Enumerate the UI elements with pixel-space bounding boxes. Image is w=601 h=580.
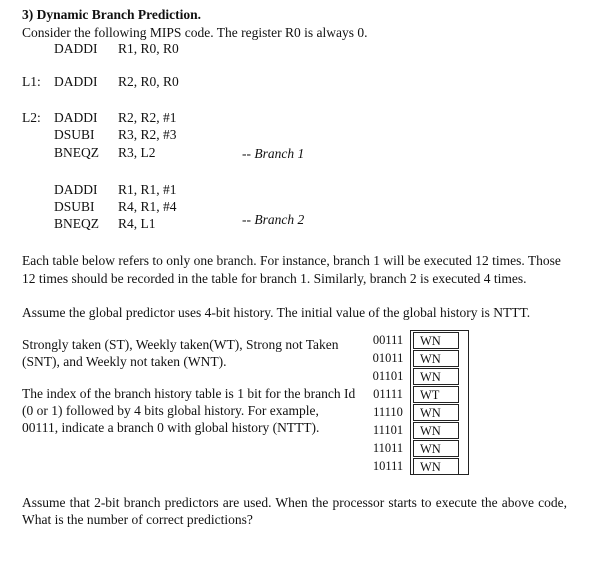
- row-index: 11101: [372, 423, 404, 437]
- code-args: R3, L2: [118, 145, 156, 160]
- code-label: L1:: [22, 74, 41, 89]
- row-state: WN: [413, 440, 459, 457]
- table-row: [366, 386, 466, 403]
- index-description: The index of the branch history table is 1 bit for the branch Id (0 or 1) followed by 4 bits global history. For example, 00111, indicate a branch 0 with global history (NTTT).: [22, 386, 356, 435]
- table-row: [366, 404, 466, 421]
- table-row: [366, 368, 466, 385]
- table-row: [366, 332, 466, 349]
- row-state: WN: [413, 368, 459, 385]
- code-args: R4, L1: [118, 216, 156, 231]
- row-index: 01011: [372, 351, 404, 365]
- table-row: [366, 458, 466, 475]
- code-args: R2, R0, R0: [118, 74, 179, 89]
- row-state: WT: [413, 386, 459, 403]
- table-row: [366, 422, 466, 439]
- code-args: R1, R1, #1: [118, 182, 177, 197]
- table-row: [366, 350, 466, 367]
- code-args: R4, R1, #4: [118, 199, 177, 214]
- row-index: 10111: [372, 459, 404, 473]
- code-op: BNEQZ: [54, 216, 99, 231]
- code-op: DADDI: [54, 182, 98, 197]
- row-state: WN: [413, 422, 459, 439]
- code-args: R2, R2, #1: [118, 110, 177, 125]
- table-note: Each table below refers to only one branch. For instance, branch 1 will be executed 12 times. Those 12 times should be recorded in the table for branch 1. Similarly, branch 2 is executed 4 times.: [22, 253, 561, 286]
- code-op: DADDI: [54, 74, 98, 89]
- row-index: 11011: [372, 441, 404, 455]
- branch-1-comment: -- Branch 1: [242, 146, 305, 161]
- states-note: Strongly taken (ST), Weekly taken(WT), Strong not Taken (SNT), and Weekly not taken (WNT).: [22, 337, 339, 369]
- row-state: WN: [413, 332, 459, 349]
- code-op: DADDI: [54, 41, 98, 56]
- branch-2-comment: -- Branch 2: [242, 212, 305, 227]
- global-history-note: Assume the global predictor uses 4-bit history. The initial value of the global history is NTTT.: [22, 305, 531, 320]
- row-index: 00111: [372, 333, 404, 347]
- table-row: [366, 440, 466, 457]
- question-intro: Consider the following MIPS code. The register R0 is always 0.: [22, 25, 368, 40]
- row-state: WN: [413, 350, 459, 367]
- row-index: 01111: [373, 387, 403, 401]
- row-state: WN: [413, 458, 459, 475]
- code-op: DSUBI: [54, 127, 95, 142]
- code-args: R3, R2, #3: [118, 127, 177, 142]
- final-question: Assume that 2-bit branch predictors are used. When the processor starts to execute the above code, What is the number of correct predictions?: [22, 495, 567, 527]
- row-index: 01101: [372, 369, 404, 383]
- code-label: L2:: [22, 110, 41, 125]
- code-op: DADDI: [54, 110, 98, 125]
- code-op: BNEQZ: [54, 145, 99, 160]
- row-index: 11110: [373, 405, 403, 419]
- code-op: DSUBI: [54, 199, 95, 214]
- question-title: 3) Dynamic Branch Prediction.: [22, 7, 201, 22]
- code-args: R1, R0, R0: [118, 41, 179, 56]
- row-state: WN: [413, 404, 459, 421]
